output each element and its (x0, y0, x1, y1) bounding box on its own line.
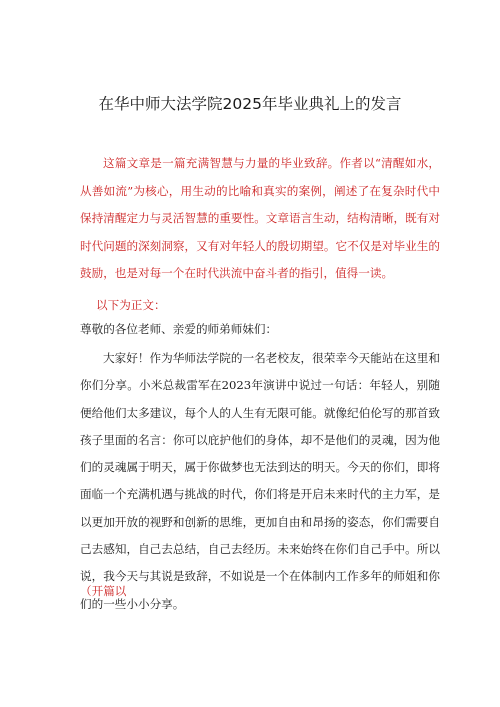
body-label: 以下为正文： (96, 298, 166, 312)
abstract-paragraph: 这篇文章是一篇充满智慧与力量的毕业致辞。作者以“清醒如水，从善如流”为核心，用生动的比喻和真实的案例，阐述了在复杂时代中保持清醒定力与灵活智慧的重要性。文章语言生动，结构清晰，既有对时代问题的深刻洞察，又有对年轻人的殷切期望。它不仅是对毕业生的鼓励，也是对每一个在时代洪流中奋斗者的指引，值得一读。 (80, 156, 440, 281)
salutation: 尊敬的各位老师、亲爱的师弟师妹们： (80, 322, 278, 336)
document-title: 在华中师大法学院2025年毕业典礼上的发言 (98, 95, 402, 113)
body-paragraph: 大家好！作为华师法学院的一名老校友，很荣幸今天能站在这里和你们分享。小米总裁雷军在2023年演讲中说过一句话：年轻人，别随便给他们太多建议，每个人的人生有无限可能。就像纪伯伦写的那首致孩子里面的名言：你可以庇护他们的身体，却不是他们的灵魂，因为他们的灵魂属于明天，属于你做梦也无法到达的明天。今天的你们，即将面临一个充满机遇与挑战的时代，你们将是开启未来时代的主力军，是以更加开放的视野和创新的思维，更加自由和昂扬的姿态，你们需要自己去感知，自己去总结，自己去经历。未来始终在你们自己手中。所以说，我今天与其说是致辞，不如说是一个在体制内工作多年的师姐和你们的一些小小分享。 (80, 351, 440, 611)
trailing-note: （开篇以 (80, 584, 127, 598)
